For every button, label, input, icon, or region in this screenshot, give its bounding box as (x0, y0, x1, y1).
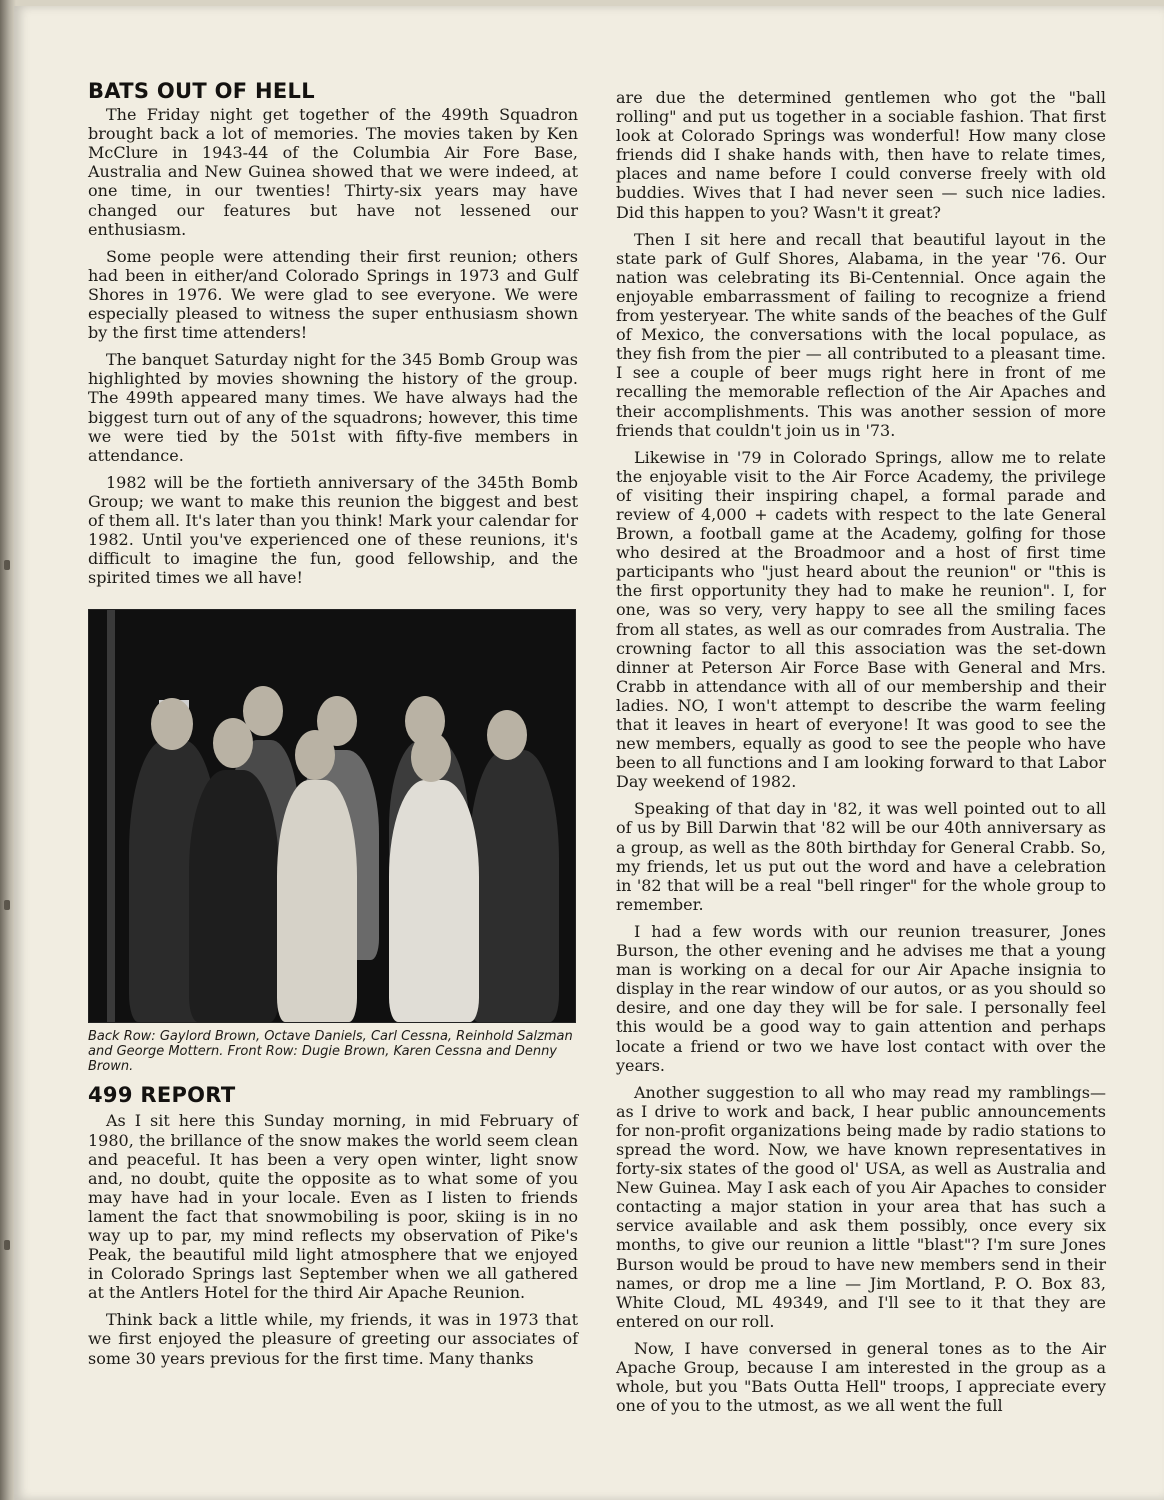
article-paragraph: Then I sit here and recall that beautiful layout in the state park of Gulf Shores, Alabama, in the year '76. Our nation was celebrating its Bi-Centennial. Once again the enjoyable embarrassment of failing to recognize a friend from yesteryear. The white sands of the beaches of the Gulf of Mexico, the conversations with the local populace, as they fish from the pier — all contributed to a pleasant time. I see a couple of beer mugs right here in front of me recalling the memorable reflection of the Air Apaches and their accomplishments. This was another session of more friends that couldn't join us in '73. (616, 229, 1106, 440)
article-paragraph: are due the determined gentlemen who got the "ball rolling" and put us together in a sociable fashion. That first look at Colorado Springs was wonderful! How many close friends did I shake hands with, then have to relate times, places and name before I could converse freely with old buddies. Wives that I had never seen — such nice ladies. Did this happen to you? Wasn't it great? (616, 88, 1106, 222)
article-paragraph: As I sit here this Sunday morning, in mid February of 1980, the brillance of the snow makes the world seem clean and peaceful. It has been a very open winter, light snow and, no doubt, quite the opposite as to what some of you may have had in your locale. Even as I listen to friends lament the fact that snowmobiling is poor, skiing is in no way up to par, my mind reflects my observation of Pike's Peak, the beautiful mild light atmosphere that we enjoyed in Colorado Springs last September when we all gathered at the Antlers Hotel for the third Air Apache Reunion. (88, 1111, 578, 1303)
right-column (616, 88, 1106, 1423)
left-column (88, 79, 578, 1376)
article-paragraph: The Friday night get together of the 499th Squadron brought back a lot of memories. The movies taken by Ken McClure in 1943-44 of the Columbia Air Fore Base, Australia and New Guinea showed that we were indeed, at one time, in our twenties! Thirty-six years may have changed our features but have not lessened our enthusiasm. (88, 105, 578, 239)
staple-mark (4, 1240, 10, 1250)
article-heading-bats-out-of-hell: BATS OUT OF HELL (88, 79, 315, 103)
article-paragraph: The banquet Saturday night for the 345 Bomb Group was highlighted by movies showning the history of the group. The 499th appeared many times. We have always had the biggest turn out of any of the squadrons; however, this time we were tied by the 501st with fifty-five members in attendance. (88, 350, 578, 465)
group-photo (88, 609, 576, 1023)
staple-mark (4, 560, 10, 570)
article-paragraph: Speaking of that day in '82, it was well pointed out to all of us by Bill Darwin that '82 will be our 40th anniversary as a group, as well as the 80th birthday for General Crabb. So, my friends, let us put out the word and have a celebration in '82 that will be a real "bell ringer" for the whole group to remember. (616, 799, 1106, 914)
article-paragraph: 1982 will be the fortieth anniversary of the 345th Bomb Group; we want to make this reunion the biggest and best of them all. It's later than you think! Mark your calendar for 1982. Until you've experienced one of these reunions, it's difficult to imagine the fun, good fellowship, and the spirited times we all have! (88, 472, 578, 588)
article-paragraph: Now, I have conversed in general tones as to the Air Apache Group, because I am interested in the group as a whole, but you "Bats Outta Hell" troops, I appreciate every one of you to the utmost, as we all went the full (616, 1338, 1106, 1416)
article-paragraph: Likewise in '79 in Colorado Springs, allow me to relate the enjoyable visit to the Air Force Academy, the privilege of visiting their inspiring chapel, a formal parade and review of 4,000 + cadets with respect to the late General Brown, a football game at the Academy, golfing for those who desired at the Broadmoor and a host of first time participants who "just heard about the reunion" or "this is the first opportunity they had to make he reunion". I, for one, was so very, very happy to see all the smiling faces from all states, as well as our comrades from Australia. The crowning factor to all this association was the set-down dinner at Peterson Air Force Base with General and Mrs. Crabb in attendance with all of our membership and their ladies. NO, I won't attempt to describe the warm feeling that it leaves in heart of everyone! It was good to see the new members, equally as good to see the people who have been to all functions and I am looking forward to that Labor Day weekend of 1982. (616, 447, 1106, 792)
article-heading-499-report: 499 REPORT (88, 1083, 236, 1108)
article-paragraph: Think back a little while, my friends, it was in 1973 that we first enjoyed the pleasure of greeting our associates of some 30 years previous for the first time. Many thanks (88, 1310, 578, 1368)
article-paragraph: Some people were attending their first reunion; others had been in either/and Colorado Springs in 1973 and Gulf Shores in 1976. We were glad to see everyone. We were especially pleased to witness the super enthusiasm shown by the first time attenders! (88, 246, 578, 343)
photo-caption: Back Row: Gaylord Brown, Octave Daniels, Carl Cessna, Reinhold Salzman and George Mottern. Front Row: Dugie Brown, Karen Cessna and Denny Brown. (88, 1029, 573, 1075)
article-paragraph: Another suggestion to all who may read my ramblings— as I drive to work and back, I hear public announcements for non-profit organizations being made by radio stations to spread the word. Now, we have known representatives in forty-six states of the good ol' USA, as well as Australia and New Guinea. May I ask each of you Air Apaches to consider contacting a major station in your area that has such a service available and ask them possibly, once every six months, to give our reunion a little "blast"? I'm sure Jones Burson would be proud to have new members send in their names, or drop me a line — Jim Mortland, P. O. Box 83, White Cloud, ML 49349, and I'll see to it that they are entered on our roll. (616, 1082, 1106, 1331)
article-paragraph: I had a few words with our reunion treasurer, Jones Burson, the other evening and he advises me that a young man is working on a decal for our Air Apache insignia to display in the rear window of our autos, or as you should so desire, and one day they will be for sale. I personally feel this would be a good way to gain attention and perhaps locate a friend or two we have lost contact with over the years. (616, 921, 1106, 1075)
staple-mark (4, 900, 10, 910)
document-page (14, 6, 1164, 1500)
